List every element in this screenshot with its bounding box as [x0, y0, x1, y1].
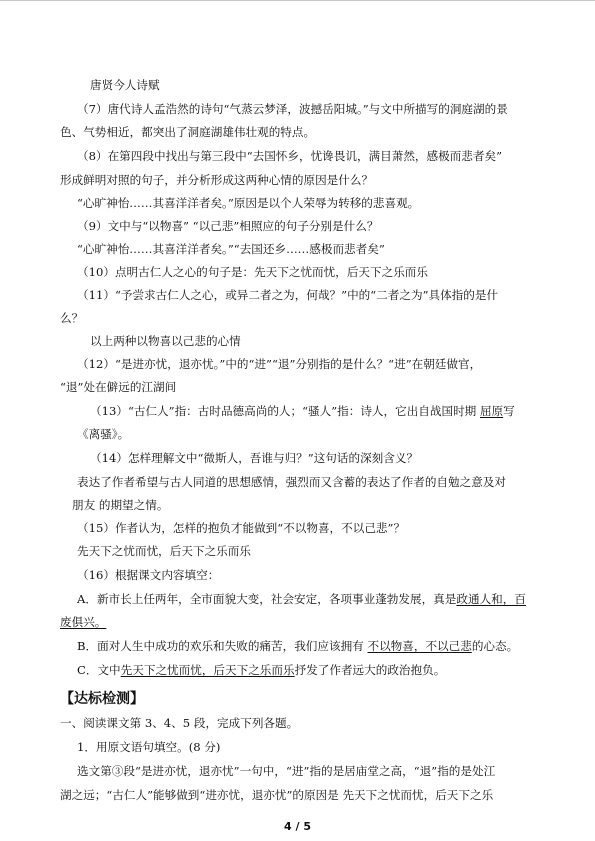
text-line: 色、气势相近，都突出了洞庭湖雄伟壮观的特点。 [60, 125, 316, 139]
text-line: （15）作者认为，怎样的抱负才能做到“不以物喜，不以己悲”？ [77, 521, 406, 535]
text-line: 朋友 的期望之情。 [72, 498, 169, 512]
text-segment: C．文中 [77, 663, 121, 677]
text-line: 1．用原文语句填空。(8 分) [77, 740, 221, 754]
text-line: （12）“是进亦忧，退亦忧。”中的“进”“退”分别指的是什么？“进”在朝廷做官， [77, 357, 482, 371]
text-segment: （13）“古仁人”指：古时品德高尚的人；“骚人”指：诗人，它出自战国时期 [90, 404, 480, 418]
text-line: （8）在第四段中找出与第三段中“去国怀乡，忧谗畏讥，满目萧然，感极而悲者矣” [77, 149, 503, 163]
underlined-text: 政通人和，百 [456, 592, 526, 606]
text-line: 《离骚》。 [77, 427, 130, 441]
text-line: “退”处在僻远的江湖间 [60, 380, 177, 394]
text-line: 选文第③段“是进亦忧，退亦忧”一句中，“进”指的是居庙堂之高，“退”指的是处江 [77, 764, 496, 778]
text-line: 一、阅读课文第 3、4、5 段，完成下列各题。 [60, 716, 299, 730]
text-line: 形成鲜明对照的句子，并分析形成这两种心情的原因是什么？ [60, 173, 374, 187]
underlined-text: 屈原 [479, 404, 504, 418]
text-line: 表达了作者希望与古人同道的思想感情，强烈而又含蓄的表达了作者的自勉之意及对 [77, 475, 506, 489]
text-line: （16）根据课文内容填空： [77, 568, 220, 582]
text-segment: 写 [503, 404, 515, 418]
underlined-text: 废俱兴。 [60, 615, 107, 629]
text-line: （11）“予尝求古仁人之心，或异二者之为，何哉？”中的“二者之为”具体指的是什 [77, 288, 499, 302]
text-line: （10）点明古仁人之心的句子是：先天下之忧而忧，后天下之乐而乐 [77, 265, 428, 279]
text-line [90, 403, 515, 419]
text-line: 么？ [60, 311, 84, 325]
text-line [77, 638, 518, 654]
underlined-text: 不以物喜，不以己悲 [367, 639, 472, 653]
text-segment: A．新市长上任两年，全市面貌大变，社会安定，各项事业蓬勃发展，真是 [77, 592, 457, 606]
text-line: 先天下之忧而忧，后天下之乐而乐 [77, 544, 251, 558]
text-line: （7）唐代诗人孟浩然的诗句“气蒸云梦泽，波撼岳阳城。”与文中所描写的洞庭湖的景 [77, 102, 508, 116]
text-line: 以上两种以物喜以己悲的心情 [90, 334, 241, 348]
text-segment: B．面对人生中成功的欢乐和失败的痛苦，我们应该拥有 [77, 639, 368, 653]
text-segment: 的心态。 [471, 639, 519, 653]
underlined-text: 先天下之忧而忧，后天下之乐而乐 [120, 663, 295, 677]
text-line: “心旷神怡……其喜洋洋者矣。”“去国还乡……感极而悲者矣” [77, 242, 385, 256]
text-line [77, 662, 445, 678]
text-segment: 抒发了作者远大的政治抱负。 [294, 663, 446, 677]
text-line: 唐贤今人诗赋 [90, 78, 160, 92]
top-border [0, 0, 595, 1]
text-line [60, 614, 106, 630]
page-number: 4 / 5 [284, 820, 311, 833]
text-line [77, 591, 526, 607]
section-heading: 【达标检测】 [60, 691, 144, 707]
text-line: “心旷神怡……其喜洋洋者矣。”原因是以个人荣辱为转移的悲喜观。 [77, 196, 420, 210]
text-line: （14）怎样理解文中“微斯人，吾谁与归？”这句话的深刻含义？ [90, 451, 419, 465]
text-line: （9）文中与“以物喜” “以己悲”相照应的句子分别是什么？ [77, 219, 379, 233]
text-line: 湖之远；“古仁人”能够做到“进亦忧，退亦忧”的原因是 先天下之忧而忧，后天下之乐 [60, 788, 494, 802]
